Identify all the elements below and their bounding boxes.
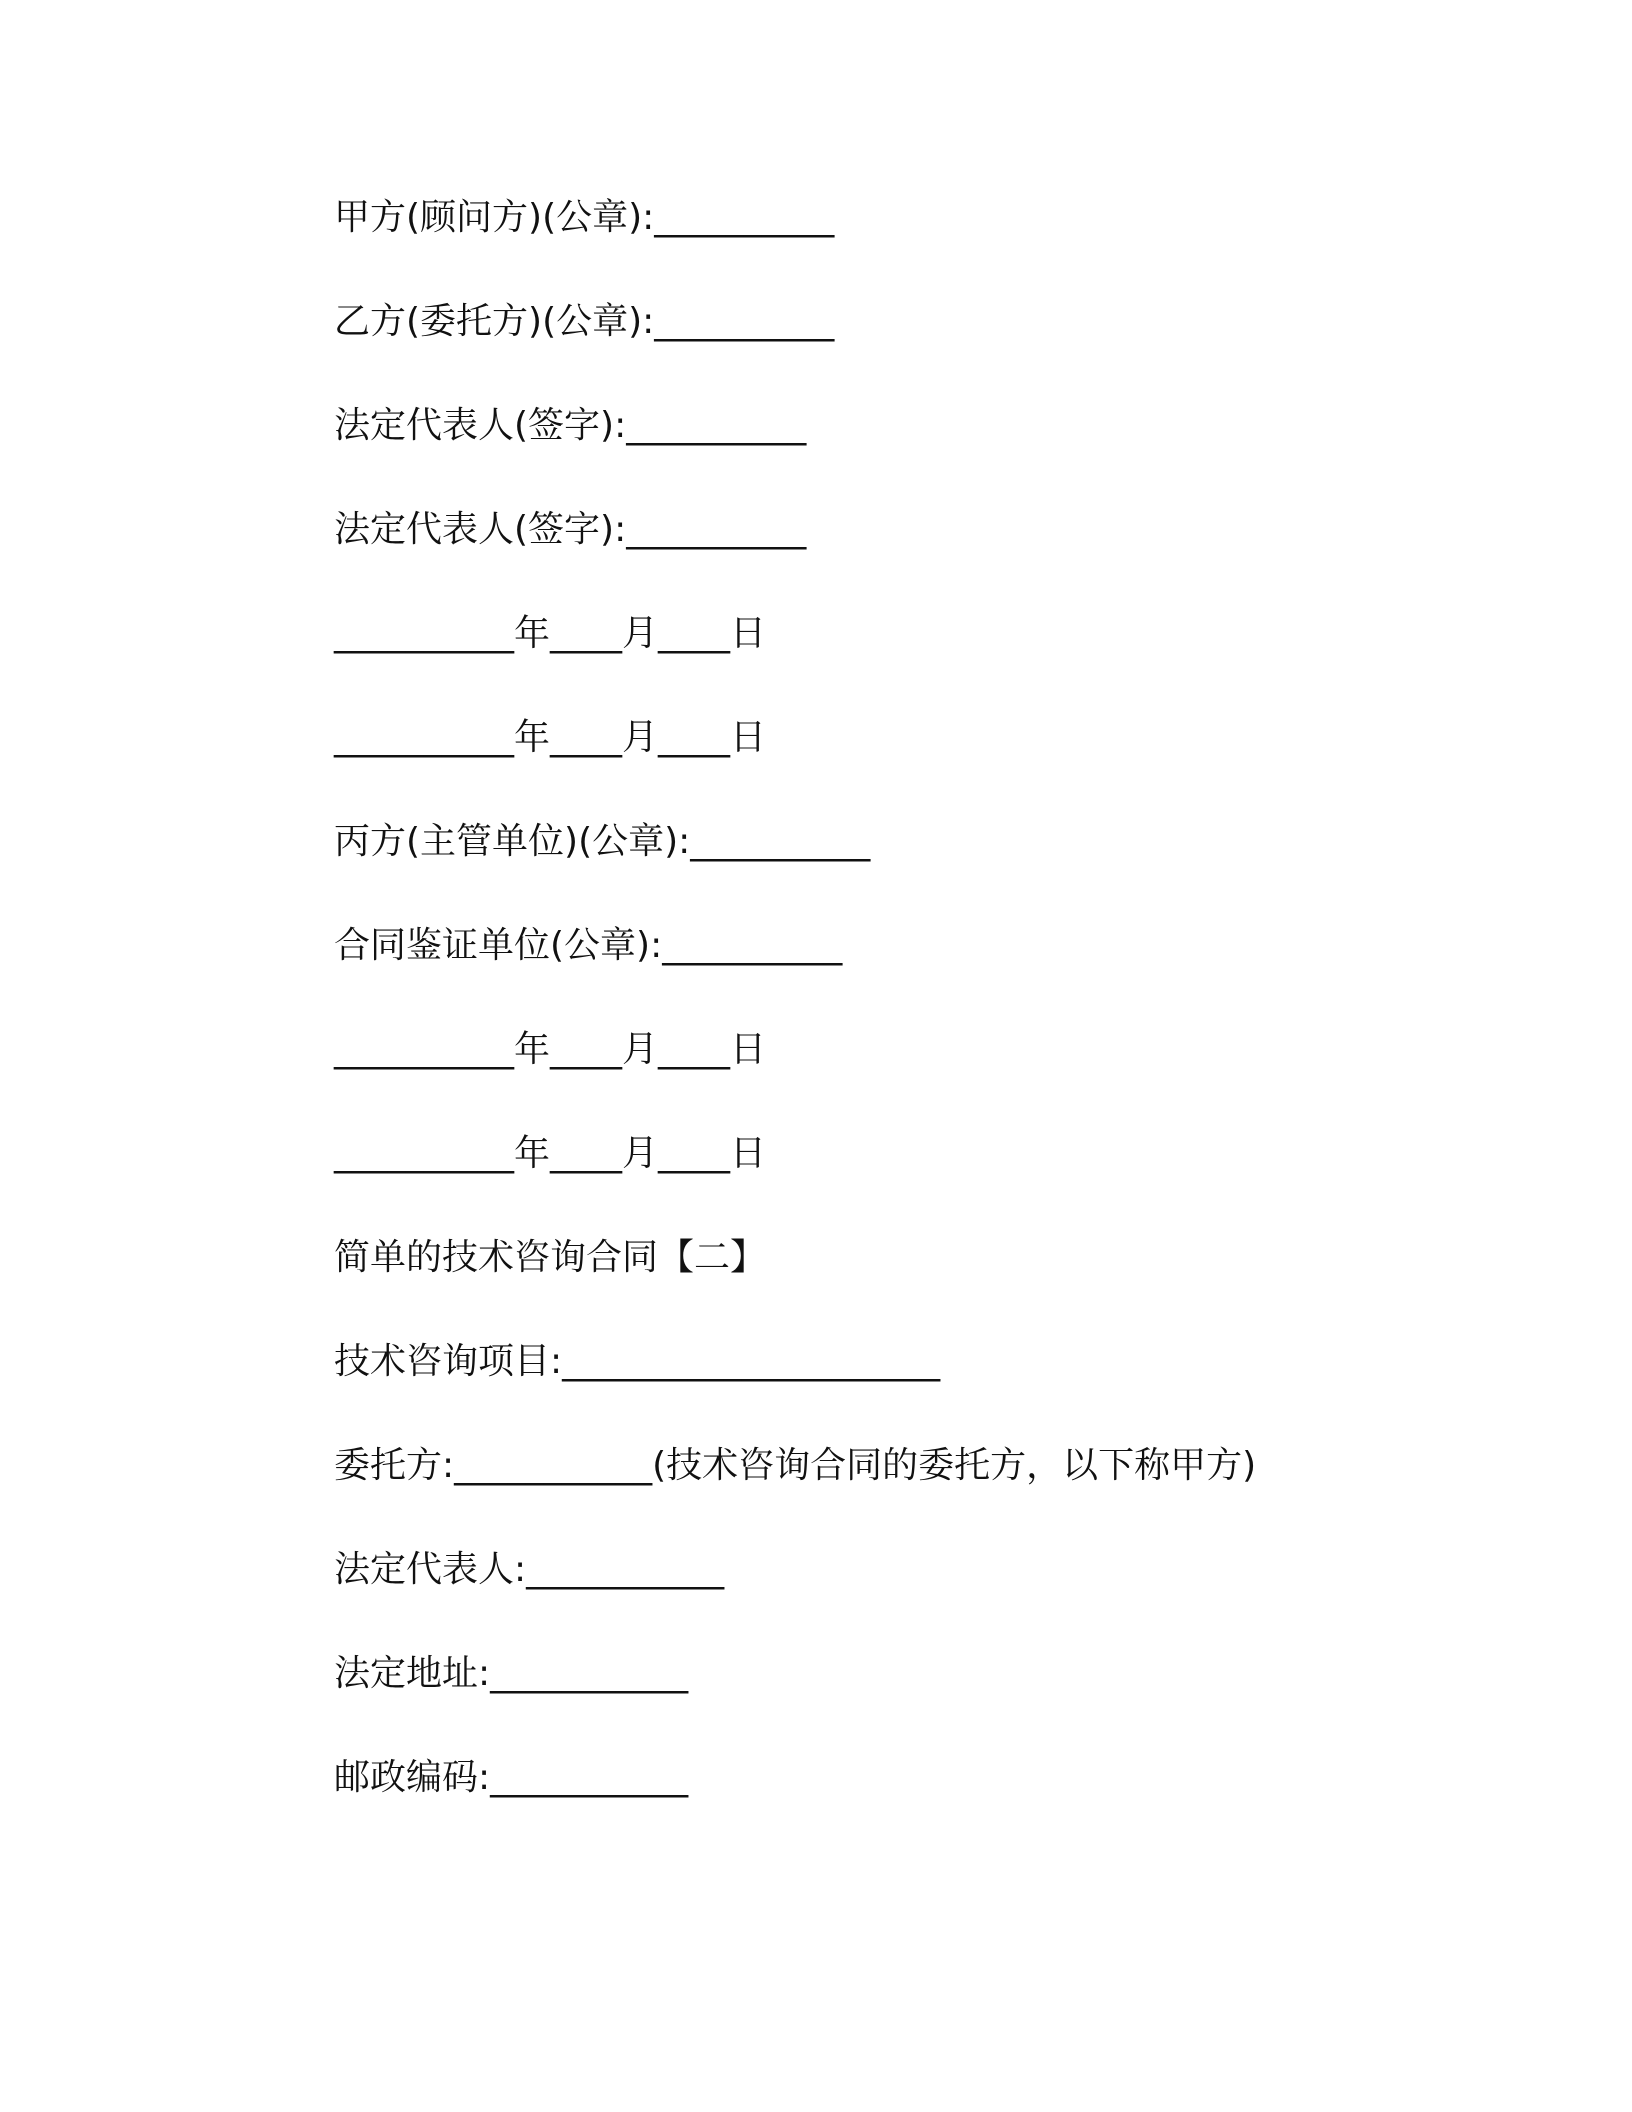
legal-rep-signature-line: 法定代表人(签字):__________	[334, 509, 807, 550]
legal-rep-line: 法定代表人:___________	[334, 1549, 725, 1590]
consulting-project-line: 技术咨询项目:_____________________	[334, 1341, 941, 1382]
legal-address-line: 法定地址:___________	[334, 1653, 689, 1694]
date-line: __________年____月____日	[334, 613, 766, 654]
client-line: 委托方:___________(技术咨询合同的委托方，以下称甲方)	[334, 1445, 1257, 1486]
party-c-seal-line: 丙方(主管单位)(公章):__________	[334, 821, 871, 862]
date-line: __________年____月____日	[334, 1029, 766, 1070]
section-heading: 简单的技术咨询合同【二】	[334, 1237, 767, 1278]
document-body	[334, 188, 1534, 1852]
date-line: __________年____月____日	[334, 717, 766, 758]
party-a-seal-line: 甲方(顾问方)(公章):__________	[334, 197, 835, 238]
party-b-seal-line: 乙方(委托方)(公章):__________	[334, 301, 835, 342]
contract-verification-seal-line: 合同鉴证单位(公章):__________	[334, 925, 843, 966]
date-line: __________年____月____日	[334, 1133, 766, 1174]
legal-rep-signature-line: 法定代表人(签字):__________	[334, 405, 807, 446]
postal-code-line: 邮政编码:___________	[334, 1757, 689, 1798]
